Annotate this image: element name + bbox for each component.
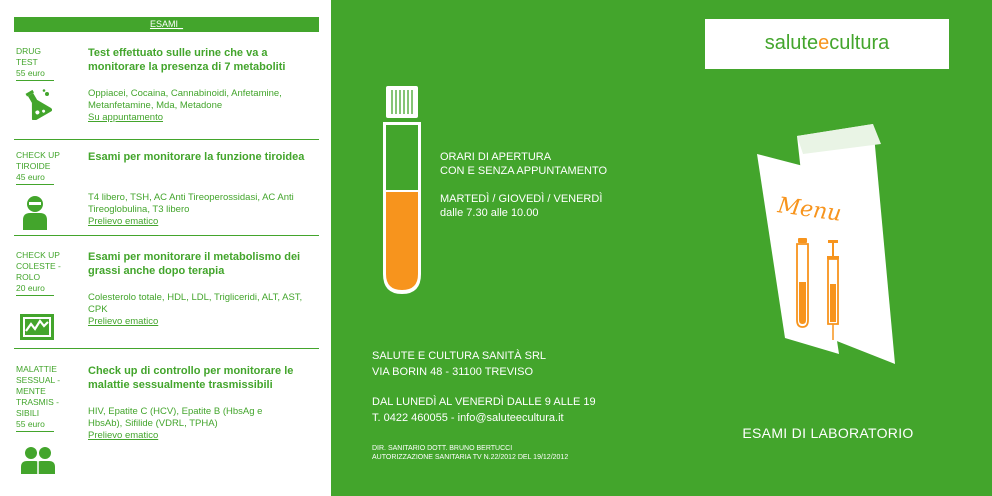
couple-icon (20, 446, 56, 479)
section-code (16, 364, 68, 432)
legal-block (372, 444, 568, 462)
section-title: Check up di controllo per monitorare le malattie sessualmente trasmissibili (88, 365, 294, 391)
section-std (14, 364, 319, 474)
menu-card-illustration (755, 124, 901, 377)
code-text: MALATTIE SESSUAL - MENTE TRASMIS - SIBILI (16, 364, 61, 418)
section-desc (88, 192, 310, 228)
appointment-link[interactable]: Su appuntamento (88, 112, 164, 123)
section-desc (88, 292, 310, 328)
medical-director: DIR. SANITARIO DOTT. BRUNO BERTUCCI (372, 445, 513, 452)
desc-text: T4 libero, TSH, AC Anti Tireoperossidasi, AC Anti Tireoglobulina, T3 libero (88, 192, 294, 215)
section-title: Test effettuato sulle urine che va a monitorare la presenza di 7 metaboliti (88, 47, 286, 73)
section-desc (88, 406, 298, 442)
lab-tests-title: ESAMI DI LABORATORIO (742, 425, 914, 441)
contact-info[interactable]: T. 0422 460055 - info@saluteecultura.it (372, 412, 564, 424)
section-code (16, 46, 68, 81)
menu-label: Menu (776, 193, 843, 227)
esami-header: ESAMI_ (14, 17, 319, 32)
logo-text-1: salute (764, 32, 819, 54)
price: 55 euro (16, 68, 54, 81)
section-cholesterol (14, 250, 319, 340)
section-desc (88, 88, 316, 124)
price: 55 euro (16, 419, 54, 432)
desc-text: Colesterolo totale, HDL, LDL, Trigliceridi, ALT, AST, CPK (88, 292, 303, 315)
left-panel (0, 0, 331, 496)
logo-text-accent: e (818, 32, 830, 54)
person-icon (20, 194, 50, 235)
code-text: CHECK UP COLESTE - ROLO (16, 250, 61, 282)
authorization-note: AUTORIZZAZIONE SANITARIA TV N.22/2012 DEL 19/12/2012 (372, 454, 569, 461)
section-title: Esami per monitorare la funzione tiroidea (88, 151, 305, 163)
company-name: SALUTE E CULTURA SANITÀ SRL (372, 350, 547, 362)
section-thyroid (14, 150, 319, 230)
section-code (16, 150, 68, 185)
brand-logo (705, 19, 949, 69)
weekday-hours: DAL LUNEDÌ AL VENERDÌ DALLE 9 ALLE 19 (372, 396, 596, 408)
flask-icon (20, 88, 52, 125)
desc-text: Oppiacei, Cocaina, Cannabinoidi, Anfetamine, Metanfetamine, Mda, Metadone (88, 88, 282, 111)
company-block (372, 349, 596, 425)
separator (14, 348, 319, 349)
blood-draw-link[interactable]: Prelievo ematico (88, 430, 159, 441)
section-drug-test (14, 46, 319, 134)
price: 20 euro (16, 283, 54, 296)
blood-draw-link[interactable]: Prelievo ematico (88, 316, 159, 327)
opening-time: dalle 7.30 alle 10.00 (440, 207, 539, 219)
middle-panel (331, 0, 661, 496)
code-text: DRUG TEST (16, 46, 42, 67)
opening-hours-block (440, 150, 607, 220)
code-text: CHECK UP TIROIDE (16, 150, 60, 171)
opening-days: MARTEDÌ / GIOVEDÌ / VENERDÌ (440, 193, 603, 205)
hours-heading-2: CON E SENZA APPUNTAMENTO (440, 165, 608, 177)
separator (14, 139, 319, 140)
blood-draw-link[interactable]: Prelievo ematico (88, 216, 159, 227)
section-title: Esami per monitorare il metabolismo dei grassi anche dopo terapia (88, 251, 301, 277)
company-address: VIA BORIN 48 - 31100 TREVISO (372, 366, 533, 378)
section-code (16, 250, 68, 296)
hours-heading-1: ORARI DI APERTURA (440, 151, 552, 163)
heart-monitor-icon (20, 314, 54, 345)
separator (14, 235, 319, 236)
test-tube-illustration (381, 84, 423, 301)
price: 45 euro (16, 172, 54, 185)
logo-text-2: cultura (829, 32, 890, 54)
desc-text: HIV, Epatite C (HCV), Epatite B (HbsAg e HbsAb), Sifilide (VDRL, TPHA) (88, 406, 263, 429)
